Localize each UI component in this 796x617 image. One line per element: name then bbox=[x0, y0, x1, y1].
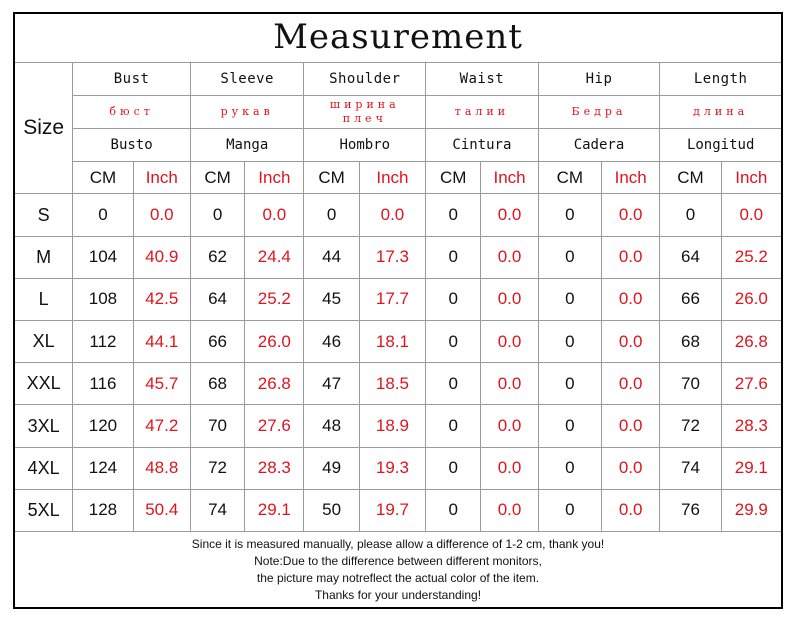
inch-value-cell: 25.2 bbox=[245, 278, 304, 320]
column-header-english: Shoulder bbox=[304, 62, 426, 95]
inch-value-cell: 28.3 bbox=[721, 405, 781, 447]
cm-value-cell: 0 bbox=[426, 278, 481, 320]
size-label: 3XL bbox=[15, 405, 73, 447]
unit-inch-header: Inch bbox=[133, 162, 190, 194]
cm-value-cell: 116 bbox=[73, 363, 133, 405]
inch-value-cell: 0.0 bbox=[721, 194, 781, 236]
inch-value-cell: 0.0 bbox=[481, 278, 538, 320]
cm-value-cell: 68 bbox=[660, 321, 721, 363]
cm-value-cell: 49 bbox=[304, 447, 359, 489]
cm-value-cell: 124 bbox=[73, 447, 133, 489]
inch-value-cell: 0.0 bbox=[602, 447, 660, 489]
cm-value-cell: 45 bbox=[304, 278, 359, 320]
unit-cm-header: CM bbox=[190, 162, 244, 194]
inch-value-cell: 0.0 bbox=[602, 194, 660, 236]
inch-value-cell: 0.0 bbox=[602, 236, 660, 278]
cm-value-cell: 68 bbox=[190, 363, 244, 405]
cm-value-cell: 66 bbox=[660, 278, 721, 320]
inch-value-cell: 0.0 bbox=[481, 194, 538, 236]
unit-cm-header: CM bbox=[73, 162, 133, 194]
table-row bbox=[15, 236, 782, 278]
cm-value-cell: 0 bbox=[73, 194, 133, 236]
cm-value-cell: 0 bbox=[538, 194, 601, 236]
column-header-spanish: Manga bbox=[190, 129, 304, 162]
cm-value-cell: 46 bbox=[304, 321, 359, 363]
inch-value-cell: 17.7 bbox=[359, 278, 425, 320]
cm-value-cell: 120 bbox=[73, 405, 133, 447]
cm-value-cell: 0 bbox=[426, 194, 481, 236]
table-row bbox=[15, 278, 782, 320]
column-header-russian: ширина плеч bbox=[304, 95, 426, 128]
cm-value-cell: 0 bbox=[190, 194, 244, 236]
cm-value-cell: 0 bbox=[426, 363, 481, 405]
cm-value-cell: 0 bbox=[538, 363, 601, 405]
inch-value-cell: 0.0 bbox=[481, 321, 538, 363]
inch-value-cell: 0.0 bbox=[481, 405, 538, 447]
inch-value-cell: 26.0 bbox=[721, 278, 781, 320]
cm-value-cell: 0 bbox=[660, 194, 721, 236]
cm-value-cell: 108 bbox=[73, 278, 133, 320]
column-header-english: Bust bbox=[73, 62, 191, 95]
cm-value-cell: 104 bbox=[73, 236, 133, 278]
inch-value-cell: 0.0 bbox=[602, 489, 660, 531]
table-row bbox=[15, 321, 782, 363]
cm-value-cell: 70 bbox=[190, 405, 244, 447]
size-label: 5XL bbox=[15, 489, 73, 531]
size-label: M bbox=[15, 236, 73, 278]
cm-value-cell: 72 bbox=[190, 447, 244, 489]
inch-value-cell: 48.8 bbox=[133, 447, 190, 489]
column-header-spanish: Cintura bbox=[426, 129, 539, 162]
cm-value-cell: 64 bbox=[660, 236, 721, 278]
column-header-english: Length bbox=[660, 62, 782, 95]
cm-value-cell: 0 bbox=[538, 321, 601, 363]
note-line: Note:Due to the difference between different monitors, bbox=[254, 554, 542, 569]
inch-value-cell: 26.8 bbox=[245, 363, 304, 405]
column-header-spanish: Longitud bbox=[660, 129, 782, 162]
cm-value-cell: 66 bbox=[190, 321, 244, 363]
table-row bbox=[15, 447, 782, 489]
column-header-english: Waist bbox=[426, 62, 539, 95]
cm-value-cell: 0 bbox=[538, 489, 601, 531]
page-title: Measurement bbox=[15, 13, 782, 62]
column-header-english: Hip bbox=[538, 62, 660, 95]
inch-value-cell: 0.0 bbox=[481, 447, 538, 489]
cm-value-cell: 0 bbox=[538, 278, 601, 320]
unit-inch-header: Inch bbox=[245, 162, 304, 194]
inch-value-cell: 29.1 bbox=[245, 489, 304, 531]
unit-cm-header: CM bbox=[660, 162, 721, 194]
inch-value-cell: 18.5 bbox=[359, 363, 425, 405]
cm-value-cell: 74 bbox=[190, 489, 244, 531]
unit-cm-header: CM bbox=[538, 162, 601, 194]
unit-cm-header: CM bbox=[304, 162, 359, 194]
cm-value-cell: 44 bbox=[304, 236, 359, 278]
column-header-russian: рукав bbox=[190, 95, 304, 128]
cm-value-cell: 128 bbox=[73, 489, 133, 531]
cm-value-cell: 74 bbox=[660, 447, 721, 489]
note-line: Thanks for your understanding! bbox=[314, 588, 482, 603]
size-label: 4XL bbox=[15, 447, 73, 489]
cm-value-cell: 76 bbox=[660, 489, 721, 531]
cm-value-cell: 0 bbox=[426, 489, 481, 531]
inch-value-cell: 24.4 bbox=[245, 236, 304, 278]
inch-value-cell: 17.3 bbox=[359, 236, 425, 278]
unit-inch-header: Inch bbox=[721, 162, 781, 194]
inch-value-cell: 19.3 bbox=[359, 447, 425, 489]
inch-value-cell: 40.9 bbox=[133, 236, 190, 278]
inch-value-cell: 0.0 bbox=[133, 194, 190, 236]
cm-value-cell: 0 bbox=[304, 194, 359, 236]
column-header-russian: талии bbox=[426, 95, 539, 128]
inch-value-cell: 0.0 bbox=[602, 363, 660, 405]
cm-value-cell: 72 bbox=[660, 405, 721, 447]
inch-value-cell: 47.2 bbox=[133, 405, 190, 447]
size-label: XL bbox=[15, 321, 73, 363]
inch-value-cell: 0.0 bbox=[602, 321, 660, 363]
inch-value-cell: 42.5 bbox=[133, 278, 190, 320]
size-label: L bbox=[15, 278, 73, 320]
column-header-russian: бюст bbox=[73, 95, 191, 128]
inch-value-cell: 25.2 bbox=[721, 236, 781, 278]
note-line: the picture may notreflect the actual color of the item. bbox=[256, 571, 540, 586]
column-header-russian: длина bbox=[660, 95, 782, 128]
inch-value-cell: 0.0 bbox=[481, 236, 538, 278]
inch-value-cell: 18.9 bbox=[359, 405, 425, 447]
table-row bbox=[15, 489, 782, 531]
column-header-spanish: Hombro bbox=[304, 129, 426, 162]
inch-value-cell: 26.0 bbox=[245, 321, 304, 363]
inch-value-cell: 28.3 bbox=[245, 447, 304, 489]
inch-value-cell: 0.0 bbox=[602, 278, 660, 320]
cm-value-cell: 47 bbox=[304, 363, 359, 405]
inch-value-cell: 26.8 bbox=[721, 321, 781, 363]
column-header-russian: Бедра bbox=[538, 95, 660, 128]
inch-value-cell: 0.0 bbox=[245, 194, 304, 236]
size-label: S bbox=[15, 194, 73, 236]
inch-value-cell: 0.0 bbox=[481, 489, 538, 531]
column-header-spanish: Cadera bbox=[538, 129, 660, 162]
cm-value-cell: 0 bbox=[538, 236, 601, 278]
inch-value-cell: 18.1 bbox=[359, 321, 425, 363]
inch-value-cell: 27.6 bbox=[245, 405, 304, 447]
table-row bbox=[15, 405, 782, 447]
inch-value-cell: 0.0 bbox=[481, 363, 538, 405]
inch-value-cell: 50.4 bbox=[133, 489, 190, 531]
cm-value-cell: 0 bbox=[538, 447, 601, 489]
note-line: Since it is measured manually, please allow a difference of 1-2 cm, thank you! bbox=[191, 537, 605, 552]
size-label: XXL bbox=[15, 363, 73, 405]
cm-value-cell: 64 bbox=[190, 278, 244, 320]
cm-value-cell: 0 bbox=[538, 405, 601, 447]
cm-value-cell: 0 bbox=[426, 405, 481, 447]
cm-value-cell: 48 bbox=[304, 405, 359, 447]
table-row bbox=[15, 363, 782, 405]
unit-inch-header: Inch bbox=[359, 162, 425, 194]
cm-value-cell: 0 bbox=[426, 236, 481, 278]
inch-value-cell: 44.1 bbox=[133, 321, 190, 363]
cm-value-cell: 70 bbox=[660, 363, 721, 405]
size-column-header: Size bbox=[15, 62, 73, 194]
unit-inch-header: Inch bbox=[481, 162, 538, 194]
inch-value-cell: 0.0 bbox=[359, 194, 425, 236]
inch-value-cell: 45.7 bbox=[133, 363, 190, 405]
inch-value-cell: 19.7 bbox=[359, 489, 425, 531]
unit-inch-header: Inch bbox=[602, 162, 660, 194]
column-header-spanish: Busto bbox=[73, 129, 191, 162]
cm-value-cell: 0 bbox=[426, 447, 481, 489]
cm-value-cell: 50 bbox=[304, 489, 359, 531]
unit-cm-header: CM bbox=[426, 162, 481, 194]
inch-value-cell: 27.6 bbox=[721, 363, 781, 405]
inch-value-cell: 29.9 bbox=[721, 489, 781, 531]
cm-value-cell: 112 bbox=[73, 321, 133, 363]
table-row bbox=[15, 194, 782, 236]
column-header-english: Sleeve bbox=[190, 62, 304, 95]
disclaimer-notes bbox=[15, 532, 782, 608]
inch-value-cell: 29.1 bbox=[721, 447, 781, 489]
measurement-table bbox=[14, 13, 782, 608]
inch-value-cell: 0.0 bbox=[602, 405, 660, 447]
cm-value-cell: 62 bbox=[190, 236, 244, 278]
cm-value-cell: 0 bbox=[426, 321, 481, 363]
